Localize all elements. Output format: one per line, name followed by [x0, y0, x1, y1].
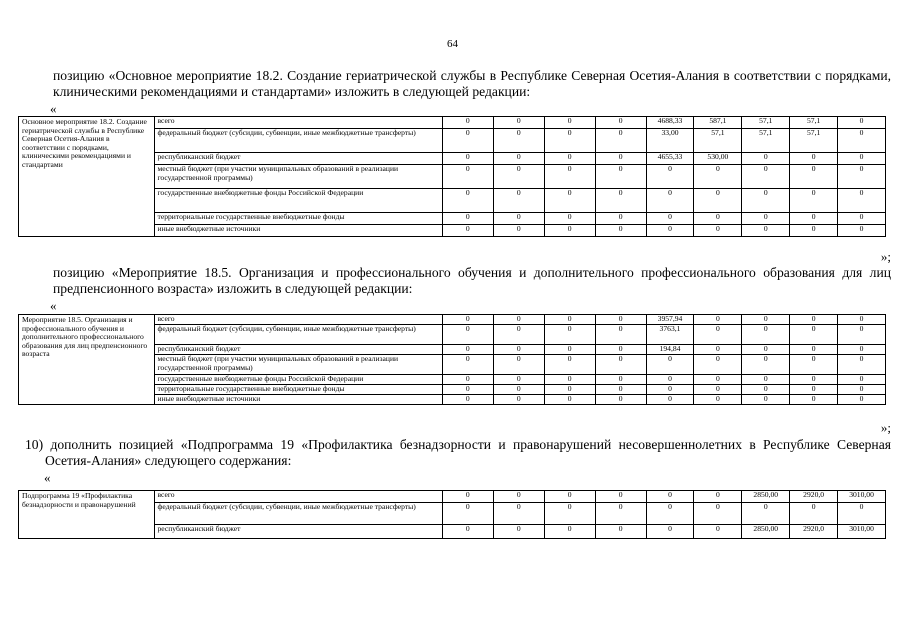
- value-cell: 0: [595, 395, 646, 405]
- value-cell: 57,1: [790, 117, 838, 129]
- value-cell: 0: [694, 385, 742, 395]
- value-cell: 530,00: [694, 153, 742, 165]
- value-cell: 0: [493, 153, 544, 165]
- value-cell: 0: [442, 117, 493, 129]
- value-cell: 0: [790, 165, 838, 189]
- value-cell: 0: [595, 153, 646, 165]
- section3-intro: 10) дополнить позицией «Подпрограмма 19 «Профилактика безнадзорности и правонарушений несовершеннолетних в Республике Северная Осетия-Алания» следующего содержания:: [25, 437, 891, 468]
- value-cell: 0: [838, 355, 886, 375]
- value-cell: 0: [694, 345, 742, 355]
- value-cell: 0: [742, 325, 790, 345]
- value-cell: 0: [790, 189, 838, 213]
- value-cell: 0: [790, 385, 838, 395]
- value-cell: 0: [442, 315, 493, 325]
- section2-close-quote: »;: [880, 420, 891, 435]
- value-cell: 0: [442, 355, 493, 375]
- value-cell: 0: [493, 165, 544, 189]
- value-cell: 0: [790, 325, 838, 345]
- funding-source: местный бюджет (при участии муниципальных образований в реализации государственной программы): [154, 165, 442, 189]
- value-cell: 0: [442, 225, 493, 237]
- page-number: 64: [447, 38, 458, 50]
- value-cell: 0: [544, 189, 595, 213]
- value-cell: 0: [790, 153, 838, 165]
- value-cell: 0: [742, 315, 790, 325]
- value-cell: 0: [742, 345, 790, 355]
- value-cell: 0: [838, 129, 886, 153]
- value-cell: 0: [595, 117, 646, 129]
- value-cell: 0: [595, 165, 646, 189]
- value-cell: 0: [544, 503, 595, 525]
- value-cell: 0: [838, 315, 886, 325]
- value-cell: 0: [694, 213, 742, 225]
- value-cell: 0: [790, 345, 838, 355]
- value-cell: 2850,00: [742, 525, 790, 539]
- section2-intro: позицию «Мероприятие 18.5. Организация и профессионального обучения и дополнительного профессионального образования для лиц предпенсионного возраста» изложить в следующей редакции:: [53, 265, 891, 296]
- value-cell: 0: [493, 375, 544, 385]
- value-cell: 0: [595, 491, 646, 503]
- value-cell: 0: [838, 213, 886, 225]
- value-cell: 0: [442, 385, 493, 395]
- value-cell: 0: [646, 213, 694, 225]
- funding-source: федеральный бюджет (субсидии, субвенции, иные межбюджетные трансферты): [154, 503, 442, 525]
- value-cell: 0: [544, 117, 595, 129]
- value-cell: 0: [442, 189, 493, 213]
- value-cell: 0: [493, 117, 544, 129]
- funding-source: федеральный бюджет (субсидии, субвенции, иные межбюджетные трансферты): [154, 129, 442, 153]
- funding-source: республиканский бюджет: [154, 525, 442, 539]
- value-cell: 194,84: [646, 345, 694, 355]
- funding-source: всего: [154, 117, 442, 129]
- value-cell: 0: [742, 225, 790, 237]
- value-cell: 0: [493, 129, 544, 153]
- value-cell: 0: [544, 355, 595, 375]
- value-cell: 33,00: [646, 129, 694, 153]
- value-cell: 0: [544, 395, 595, 405]
- funding-source: всего: [154, 491, 442, 503]
- value-cell: 0: [646, 375, 694, 385]
- value-cell: 587,1: [694, 117, 742, 129]
- value-cell: 0: [838, 385, 886, 395]
- value-cell: 0: [742, 165, 790, 189]
- section1-table: [18, 116, 886, 237]
- value-cell: 0: [595, 189, 646, 213]
- funding-source: территориальные государственные внебюджетные фонды: [154, 213, 442, 225]
- value-cell: 57,1: [790, 129, 838, 153]
- value-cell: 3010,00: [838, 491, 886, 503]
- value-cell: 0: [646, 503, 694, 525]
- section2-table: [18, 314, 886, 405]
- value-cell: 0: [838, 503, 886, 525]
- funding-source: государственные внебюджетные фонды Российской Федерации: [154, 189, 442, 213]
- row-title: Подпрограмма 19 «Профилактика безнадзорности и правонарушений: [19, 491, 155, 539]
- row-title: Мероприятие 18.5. Организация и профессионального обучения и дополнительного профессионального образования для лиц предпенсионного возраста: [19, 315, 155, 405]
- row-title: Основное мероприятие 18.2. Создание гериатрической службы в Республике Северная Осетия-Алания в соответствии с порядками, клиническими рекомендациями и стандартами: [19, 117, 155, 237]
- value-cell: 0: [694, 165, 742, 189]
- value-cell: 0: [838, 395, 886, 405]
- value-cell: 0: [493, 491, 544, 503]
- value-cell: 0: [493, 355, 544, 375]
- value-cell: 0: [838, 189, 886, 213]
- value-cell: 0: [544, 153, 595, 165]
- value-cell: 0: [595, 129, 646, 153]
- value-cell: 2920,0: [790, 525, 838, 539]
- value-cell: 0: [694, 225, 742, 237]
- table-row: [19, 491, 886, 503]
- value-cell: 0: [544, 525, 595, 539]
- section3-open-quote: «: [44, 470, 51, 485]
- value-cell: 0: [544, 375, 595, 385]
- value-cell: 0: [742, 395, 790, 405]
- funding-source: государственные внебюджетные фонды Российской Федерации: [154, 375, 442, 385]
- value-cell: 0: [493, 385, 544, 395]
- value-cell: 0: [442, 153, 493, 165]
- value-cell: 0: [646, 225, 694, 237]
- value-cell: 0: [442, 375, 493, 385]
- value-cell: 0: [595, 375, 646, 385]
- funding-source: федеральный бюджет (субсидии, субвенции, иные межбюджетные трансферты): [154, 325, 442, 345]
- value-cell: 0: [838, 117, 886, 129]
- value-cell: 0: [694, 315, 742, 325]
- funding-source: иные внебюджетные источники: [154, 225, 442, 237]
- value-cell: 3010,00: [838, 525, 886, 539]
- funding-source: республиканский бюджет: [154, 153, 442, 165]
- value-cell: 0: [493, 345, 544, 355]
- value-cell: 2920,0: [790, 491, 838, 503]
- value-cell: 57,1: [694, 129, 742, 153]
- funding-source: республиканский бюджет: [154, 345, 442, 355]
- value-cell: 0: [442, 165, 493, 189]
- value-cell: 0: [694, 355, 742, 375]
- value-cell: 0: [544, 325, 595, 345]
- value-cell: 0: [646, 165, 694, 189]
- value-cell: 0: [493, 395, 544, 405]
- table-row: [19, 117, 886, 129]
- value-cell: 0: [646, 395, 694, 405]
- value-cell: 0: [442, 325, 493, 345]
- value-cell: 0: [790, 225, 838, 237]
- value-cell: 0: [544, 225, 595, 237]
- funding-source: иные внебюджетные источники: [154, 395, 442, 405]
- value-cell: 0: [694, 325, 742, 345]
- value-cell: 0: [790, 503, 838, 525]
- value-cell: 0: [493, 213, 544, 225]
- value-cell: 0: [790, 395, 838, 405]
- value-cell: 0: [493, 315, 544, 325]
- value-cell: 2850,00: [742, 491, 790, 503]
- value-cell: 0: [544, 385, 595, 395]
- value-cell: 0: [544, 491, 595, 503]
- section2-open-quote: «: [50, 298, 57, 313]
- funding-source: территориальные государственные внебюджетные фонды: [154, 385, 442, 395]
- value-cell: 0: [595, 503, 646, 525]
- value-cell: 0: [838, 153, 886, 165]
- value-cell: 0: [442, 345, 493, 355]
- value-cell: 0: [595, 525, 646, 539]
- value-cell: 0: [442, 491, 493, 503]
- value-cell: 0: [742, 375, 790, 385]
- value-cell: 0: [838, 165, 886, 189]
- funding-source: всего: [154, 315, 442, 325]
- value-cell: 0: [694, 189, 742, 213]
- value-cell: 0: [595, 345, 646, 355]
- value-cell: 0: [790, 355, 838, 375]
- value-cell: 0: [646, 189, 694, 213]
- value-cell: 0: [595, 385, 646, 395]
- value-cell: 0: [742, 385, 790, 395]
- value-cell: 0: [742, 153, 790, 165]
- value-cell: 0: [595, 315, 646, 325]
- value-cell: 4688,33: [646, 117, 694, 129]
- value-cell: 0: [442, 503, 493, 525]
- value-cell: 0: [838, 375, 886, 385]
- value-cell: 0: [694, 491, 742, 503]
- value-cell: 0: [493, 325, 544, 345]
- value-cell: 0: [442, 129, 493, 153]
- section3-table: [18, 490, 886, 539]
- value-cell: 3957,94: [646, 315, 694, 325]
- value-cell: 0: [595, 355, 646, 375]
- table-row: [19, 315, 886, 325]
- value-cell: 3763,1: [646, 325, 694, 345]
- value-cell: 0: [544, 165, 595, 189]
- value-cell: 0: [493, 525, 544, 539]
- value-cell: 0: [742, 503, 790, 525]
- value-cell: 0: [595, 225, 646, 237]
- value-cell: 0: [742, 189, 790, 213]
- value-cell: 0: [694, 525, 742, 539]
- value-cell: 0: [838, 325, 886, 345]
- value-cell: 0: [646, 491, 694, 503]
- value-cell: 0: [790, 213, 838, 225]
- value-cell: 0: [694, 375, 742, 385]
- value-cell: 0: [493, 225, 544, 237]
- section1-intro: позицию «Основное мероприятие 18.2. Создание гериатрической службы в Республике Северная Осетия-Алания в соответствии с порядками, клиническими рекомендациями и стандартами» изложить в следующей редакции:: [53, 68, 891, 99]
- value-cell: 0: [838, 225, 886, 237]
- value-cell: 0: [595, 325, 646, 345]
- value-cell: 0: [646, 525, 694, 539]
- value-cell: 0: [694, 395, 742, 405]
- section1-close-quote: »;: [880, 249, 891, 264]
- value-cell: 0: [790, 375, 838, 385]
- value-cell: 0: [442, 395, 493, 405]
- value-cell: 0: [742, 213, 790, 225]
- value-cell: 0: [442, 213, 493, 225]
- value-cell: 0: [742, 355, 790, 375]
- value-cell: 4655,33: [646, 153, 694, 165]
- value-cell: 0: [790, 315, 838, 325]
- value-cell: 57,1: [742, 117, 790, 129]
- value-cell: 0: [544, 129, 595, 153]
- value-cell: 0: [838, 345, 886, 355]
- value-cell: 0: [694, 503, 742, 525]
- value-cell: 0: [646, 385, 694, 395]
- value-cell: 57,1: [742, 129, 790, 153]
- value-cell: 0: [493, 189, 544, 213]
- value-cell: 0: [493, 503, 544, 525]
- value-cell: 0: [595, 213, 646, 225]
- funding-source: местный бюджет (при участии муниципальных образований в реализации государственной программы): [154, 355, 442, 375]
- value-cell: 0: [544, 213, 595, 225]
- section1-open-quote: «: [50, 101, 57, 116]
- value-cell: 0: [442, 525, 493, 539]
- value-cell: 0: [544, 315, 595, 325]
- value-cell: 0: [646, 355, 694, 375]
- value-cell: 0: [544, 345, 595, 355]
